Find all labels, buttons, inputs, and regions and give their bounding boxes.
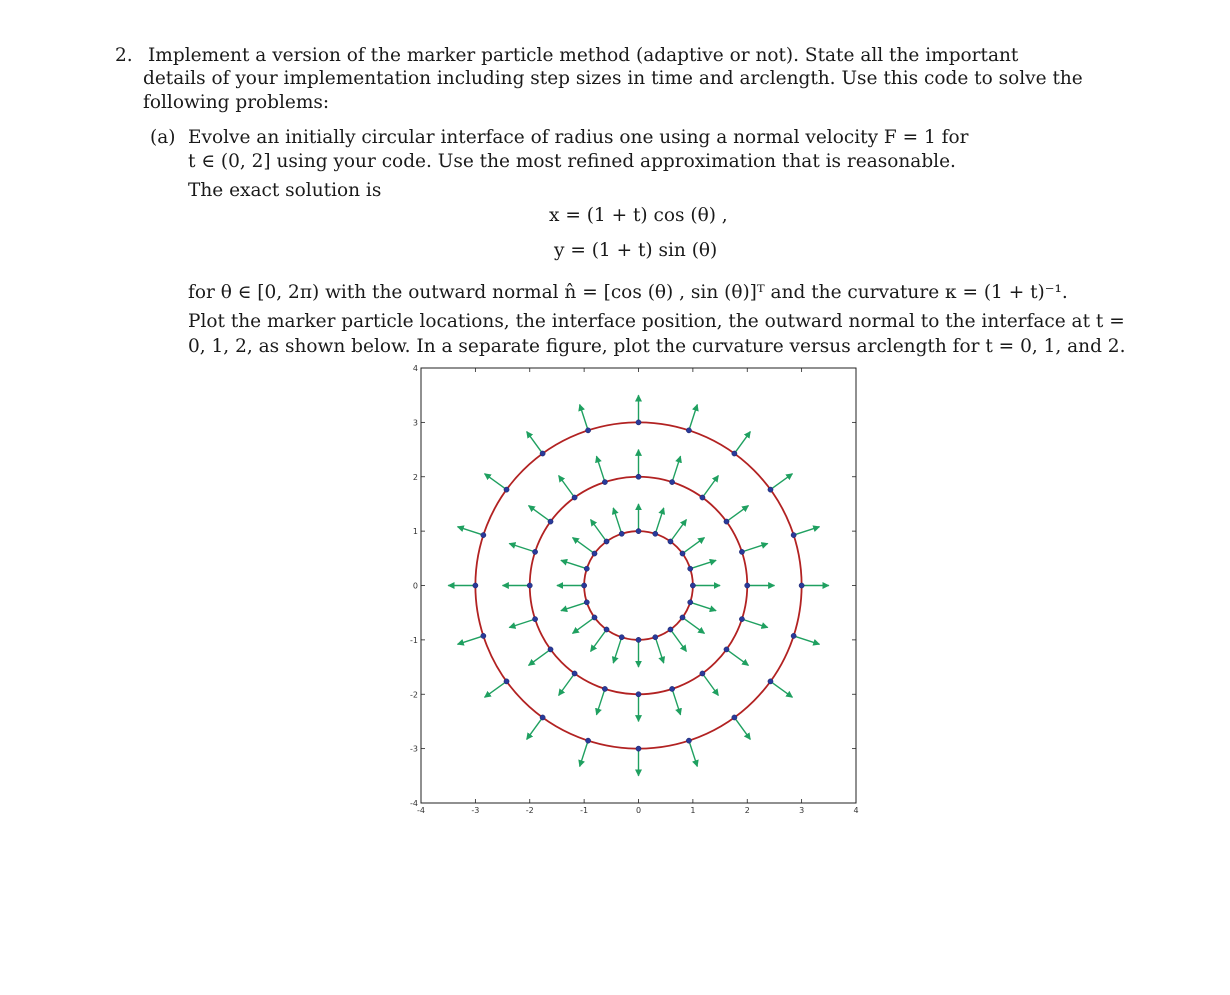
normal-arrow: [726, 506, 748, 522]
marker-particle: [690, 583, 695, 588]
marker-particle: [636, 474, 641, 479]
marker-particle: [602, 686, 607, 691]
marker-particle: [724, 519, 729, 524]
problem-number: 2.: [115, 45, 133, 66]
marker-particle: [619, 635, 624, 640]
normal-arrow: [573, 538, 595, 554]
marker-particle: [636, 692, 641, 697]
normal-arrow: [682, 538, 704, 554]
marker-particle: [604, 627, 609, 632]
normal-arrow: [655, 508, 663, 534]
marker-particle: [791, 633, 796, 638]
problem-line-1: Implement a version of the marker particle method (adaptive or not). State all the important: [148, 45, 1019, 66]
normal-arrow: [559, 476, 575, 498]
marker-particle: [732, 715, 737, 720]
marker-particle: [791, 532, 796, 537]
x-tick-label: -2: [525, 806, 534, 815]
normal-arrow: [573, 617, 595, 633]
normal-arrow: [794, 636, 820, 644]
normal-arrow: [672, 689, 680, 715]
normal-arrow: [559, 673, 575, 695]
marker-particle: [668, 627, 673, 632]
normal-arrow: [458, 636, 484, 644]
marker-particle: [680, 551, 685, 556]
marker-particle: [686, 738, 691, 743]
marker-particle: [688, 600, 693, 605]
x-tick-label: -3: [471, 806, 480, 815]
marker-particle: [670, 686, 675, 691]
normal-arrow: [770, 681, 792, 697]
marker-particle: [602, 479, 607, 484]
y-tick-label: 1: [412, 527, 418, 537]
y-tick-label: -4: [410, 799, 418, 808]
y-tick-label: 2: [412, 472, 418, 482]
normal-arrow: [580, 741, 588, 767]
marker-particle: [739, 549, 744, 554]
part-a-line-4: for θ ∈ [0, 2π) with the outward normal n̂ = [cos (θ) , sin (θ)]ᵀ and the curvature κ = (1 + t)⁻¹.: [188, 282, 1068, 303]
marker-particle: [636, 746, 641, 751]
marker-particle: [572, 495, 577, 500]
normal-arrow: [596, 689, 604, 715]
normal-arrow: [670, 520, 686, 542]
problem-line-3: following problems:: [143, 92, 330, 113]
normal-arrow: [734, 432, 750, 454]
y-tick-label: -2: [410, 690, 418, 700]
part-a-label: (a): [150, 127, 176, 148]
marker-particle: [636, 420, 641, 425]
interface-circle: [584, 531, 693, 640]
marker-particle: [653, 635, 658, 640]
plot-frame: [421, 368, 856, 803]
normal-arrow: [742, 543, 768, 551]
normal-arrow: [485, 474, 507, 490]
marker-particle: [724, 647, 729, 652]
marker-particle: [636, 637, 641, 642]
normal-arrow: [509, 543, 535, 551]
normal-arrow: [580, 405, 588, 431]
x-tick-label: -4: [417, 806, 425, 815]
part-a-line-6: 0, 1, 2, as shown below. In a separate figure, plot the curvature versus arclength for t = 0, 1, and 2.: [188, 336, 1126, 357]
normal-arrow: [794, 527, 820, 535]
marker-particle: [582, 583, 587, 588]
normal-arrow: [561, 602, 587, 610]
marker-particle: [700, 671, 705, 676]
marker-particle: [739, 617, 744, 622]
normal-arrow: [529, 649, 551, 665]
marker-particle: [527, 583, 532, 588]
marker-particle: [619, 531, 624, 536]
x-tick-label: 0: [635, 806, 642, 815]
part-a-line-1: Evolve an initially circular interface of radius one using a normal velocity F = 1 for: [188, 127, 969, 148]
interface-evolution-plot: [405, 360, 865, 820]
marker-particle: [688, 566, 693, 571]
normal-arrow: [527, 432, 543, 454]
normal-arrow: [726, 649, 748, 665]
marker-particle: [504, 487, 509, 492]
normal-arrow: [613, 508, 621, 534]
part-a-line-5: Plot the marker particle locations, the interface position, the outward normal to the interface at t =: [188, 311, 1125, 332]
normal-arrow: [742, 619, 768, 627]
normal-arrow: [690, 560, 716, 568]
marker-particle: [592, 551, 597, 556]
normal-arrow: [689, 741, 697, 767]
marker-particle: [548, 647, 553, 652]
normal-arrow: [561, 560, 587, 568]
y-tick-label: -3: [410, 744, 418, 754]
marker-particle: [585, 428, 590, 433]
marker-particle: [532, 617, 537, 622]
marker-particle: [732, 451, 737, 456]
marker-particle: [668, 539, 673, 544]
equation-x: x = (1 + t) cos (θ) ,: [549, 205, 728, 226]
marker-particle: [572, 671, 577, 676]
normal-arrow: [689, 405, 697, 431]
normal-arrow: [613, 637, 621, 663]
normal-arrow: [596, 456, 604, 482]
marker-particle: [548, 519, 553, 524]
marker-particle: [584, 566, 589, 571]
normal-arrow: [670, 629, 686, 651]
normal-arrow: [682, 617, 704, 633]
part-a-line-2: t ∈ (0, 2] using your code. Use the most refined approximation that is reasonable.: [188, 151, 956, 172]
marker-particle: [473, 583, 478, 588]
marker-particle: [504, 679, 509, 684]
marker-particle: [481, 532, 486, 537]
marker-particle: [585, 738, 590, 743]
marker-particle: [540, 715, 545, 720]
marker-particle: [670, 479, 675, 484]
normal-arrow: [702, 673, 718, 695]
marker-particle: [680, 615, 685, 620]
normal-arrow: [672, 456, 680, 482]
equation-y: y = (1 + t) sin (θ): [554, 240, 718, 261]
x-tick-label: 3: [799, 806, 805, 815]
x-tick-label: 4: [853, 806, 859, 815]
marker-particle: [799, 583, 804, 588]
marker-particle: [592, 615, 597, 620]
marker-particle: [540, 451, 545, 456]
normal-arrow: [509, 619, 535, 627]
normal-arrow: [527, 717, 543, 739]
marker-particle: [653, 531, 658, 536]
normal-arrow: [529, 506, 551, 522]
marker-particle: [532, 549, 537, 554]
x-tick-label: -1: [580, 806, 589, 815]
normal-arrow: [690, 602, 716, 610]
normal-arrow: [591, 629, 607, 651]
y-tick-label: 0: [412, 581, 418, 591]
marker-particle: [700, 495, 705, 500]
normal-arrow: [485, 681, 507, 697]
x-tick-label: 1: [690, 806, 696, 815]
marker-particle: [604, 539, 609, 544]
marker-particle: [481, 633, 486, 638]
problem-line-2: details of your implementation including step sizes in time and arclength. Use this code to solve the: [143, 68, 1083, 89]
marker-particle: [768, 487, 773, 492]
marker-particle: [584, 600, 589, 605]
y-tick-label: 3: [412, 418, 418, 428]
marker-particle: [636, 529, 641, 534]
part-a-line-3: The exact solution is: [188, 180, 382, 201]
normal-arrow: [458, 527, 484, 535]
y-tick-label: -1: [410, 635, 418, 645]
x-tick-label: 2: [744, 806, 750, 815]
marker-particle: [768, 679, 773, 684]
y-tick-label: 4: [412, 364, 418, 373]
normal-arrow: [702, 476, 718, 498]
marker-particle: [686, 428, 691, 433]
normal-arrow: [591, 520, 607, 542]
normal-arrow: [734, 717, 750, 739]
marker-particle: [745, 583, 750, 588]
normal-arrow: [770, 474, 792, 490]
normal-arrow: [655, 637, 663, 663]
